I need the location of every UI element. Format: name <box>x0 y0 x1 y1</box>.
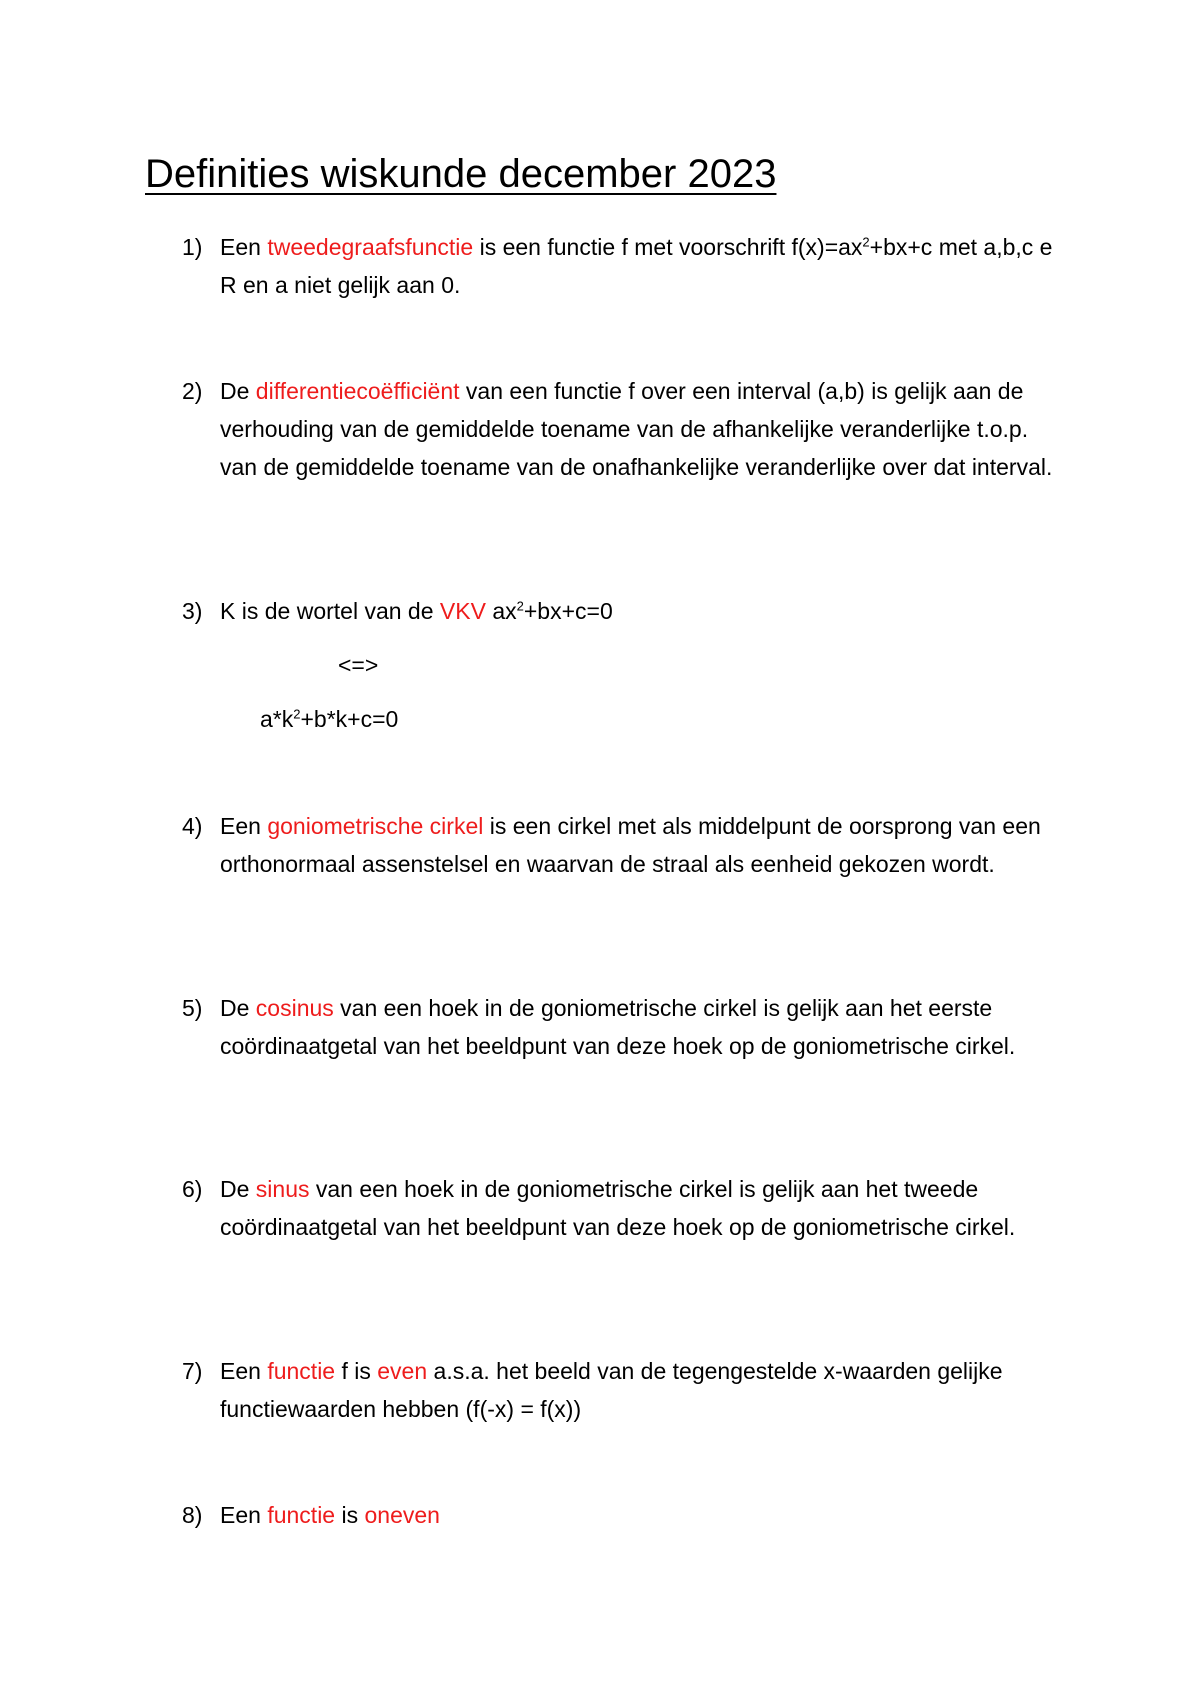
text-run: van een functie f over een interval (a,b) is gelijk aan de verhouding van de gemiddelde toename van de afhankelijke veranderlijke t.o.p. van de gemiddelde toename van de onafhankelijke veranderlijke over dat interval. <box>220 378 1053 480</box>
defined-term: goniometrische cirkel <box>267 813 484 839</box>
definition-item-6 <box>170 1170 1070 1246</box>
definition-item-7 <box>170 1352 1070 1428</box>
text-run: Een <box>220 1502 268 1528</box>
definition-text <box>220 1170 1070 1246</box>
text-run: De <box>220 995 256 1021</box>
defined-term: even <box>377 1358 428 1384</box>
text-run: +bx+c=0 <box>523 598 613 624</box>
defined-term: sinus <box>255 1176 310 1202</box>
definition-item-2 <box>170 372 1070 486</box>
formula-line <box>260 700 398 738</box>
text-run: De <box>220 378 256 404</box>
text-run: ax <box>485 598 517 624</box>
text-run: +bx+c met a,b,c e R en a niet gelijk aan 0. <box>220 234 1053 298</box>
defined-term: oneven <box>364 1502 440 1528</box>
item-number: 6) <box>182 1176 203 1202</box>
item-number: 1) <box>182 234 203 260</box>
defined-term: functie <box>267 1358 336 1384</box>
definition-item-5 <box>170 989 1070 1065</box>
page-title: Definities wiskunde december 2023 <box>145 152 777 196</box>
defined-term: differentiecoëfficiënt <box>255 378 460 404</box>
text-run: is een cirkel met als middelpunt de oorsprong van een orthonormaal assenstelsel en waarvan de straal als eenheid gekozen wordt. <box>220 813 1041 877</box>
text-run: a.s.a. het beeld van de tegengestelde x-waarden gelijke functiewaarden hebben (f(-x) = f(x)) <box>220 1358 1003 1422</box>
definition-text <box>220 989 1070 1065</box>
text-run: van een hoek in de goniometrische cirkel is gelijk aan het eerste coördinaatgetal van het beeldpunt van deze hoek op de goniometrische cirkel. <box>220 995 1016 1059</box>
item-number: 3) <box>182 598 203 624</box>
defined-term: VKV <box>439 598 486 624</box>
text-run: Een <box>220 1358 268 1384</box>
text-run: De <box>220 1176 256 1202</box>
item-number: 5) <box>182 995 203 1021</box>
text-run: K is de wortel van de <box>220 598 440 624</box>
superscript: 2 <box>862 234 870 250</box>
text-run: Een <box>220 234 268 260</box>
text-run: is <box>335 1502 365 1528</box>
text-run: is een functie f met voorschrift f(x)=ax <box>473 234 863 260</box>
item-number: 8) <box>182 1502 203 1528</box>
definition-item-3 <box>170 592 1070 630</box>
definition-text <box>220 372 1070 486</box>
text-run: Een <box>220 813 268 839</box>
definition-item-8 <box>170 1496 1070 1534</box>
item-number: 2) <box>182 378 203 404</box>
definition-text <box>220 1352 1070 1428</box>
text-run: f is <box>335 1358 378 1384</box>
definition-text <box>220 592 1070 630</box>
defined-term: tweedegraafsfunctie <box>267 234 474 260</box>
text-run: +b*k+c=0 <box>300 706 399 732</box>
superscript: 2 <box>516 598 524 614</box>
definition-text <box>220 228 1070 304</box>
text-run: a*k <box>260 706 294 732</box>
defined-term: functie <box>267 1502 336 1528</box>
definition-text <box>220 807 1070 883</box>
equivalence-symbol: <=> <box>338 652 379 678</box>
item-number: 7) <box>182 1358 203 1384</box>
definition-text <box>220 1496 1070 1534</box>
definition-item-1 <box>170 228 1070 304</box>
text-run: van een hoek in de goniometrische cirkel is gelijk aan het tweede coördinaatgetal van het beeldpunt van deze hoek op de goniometrische cirkel. <box>220 1176 1016 1240</box>
definition-item-4 <box>170 807 1070 883</box>
superscript: 2 <box>293 706 301 722</box>
item-number: 4) <box>182 813 203 839</box>
defined-term: cosinus <box>255 995 334 1021</box>
